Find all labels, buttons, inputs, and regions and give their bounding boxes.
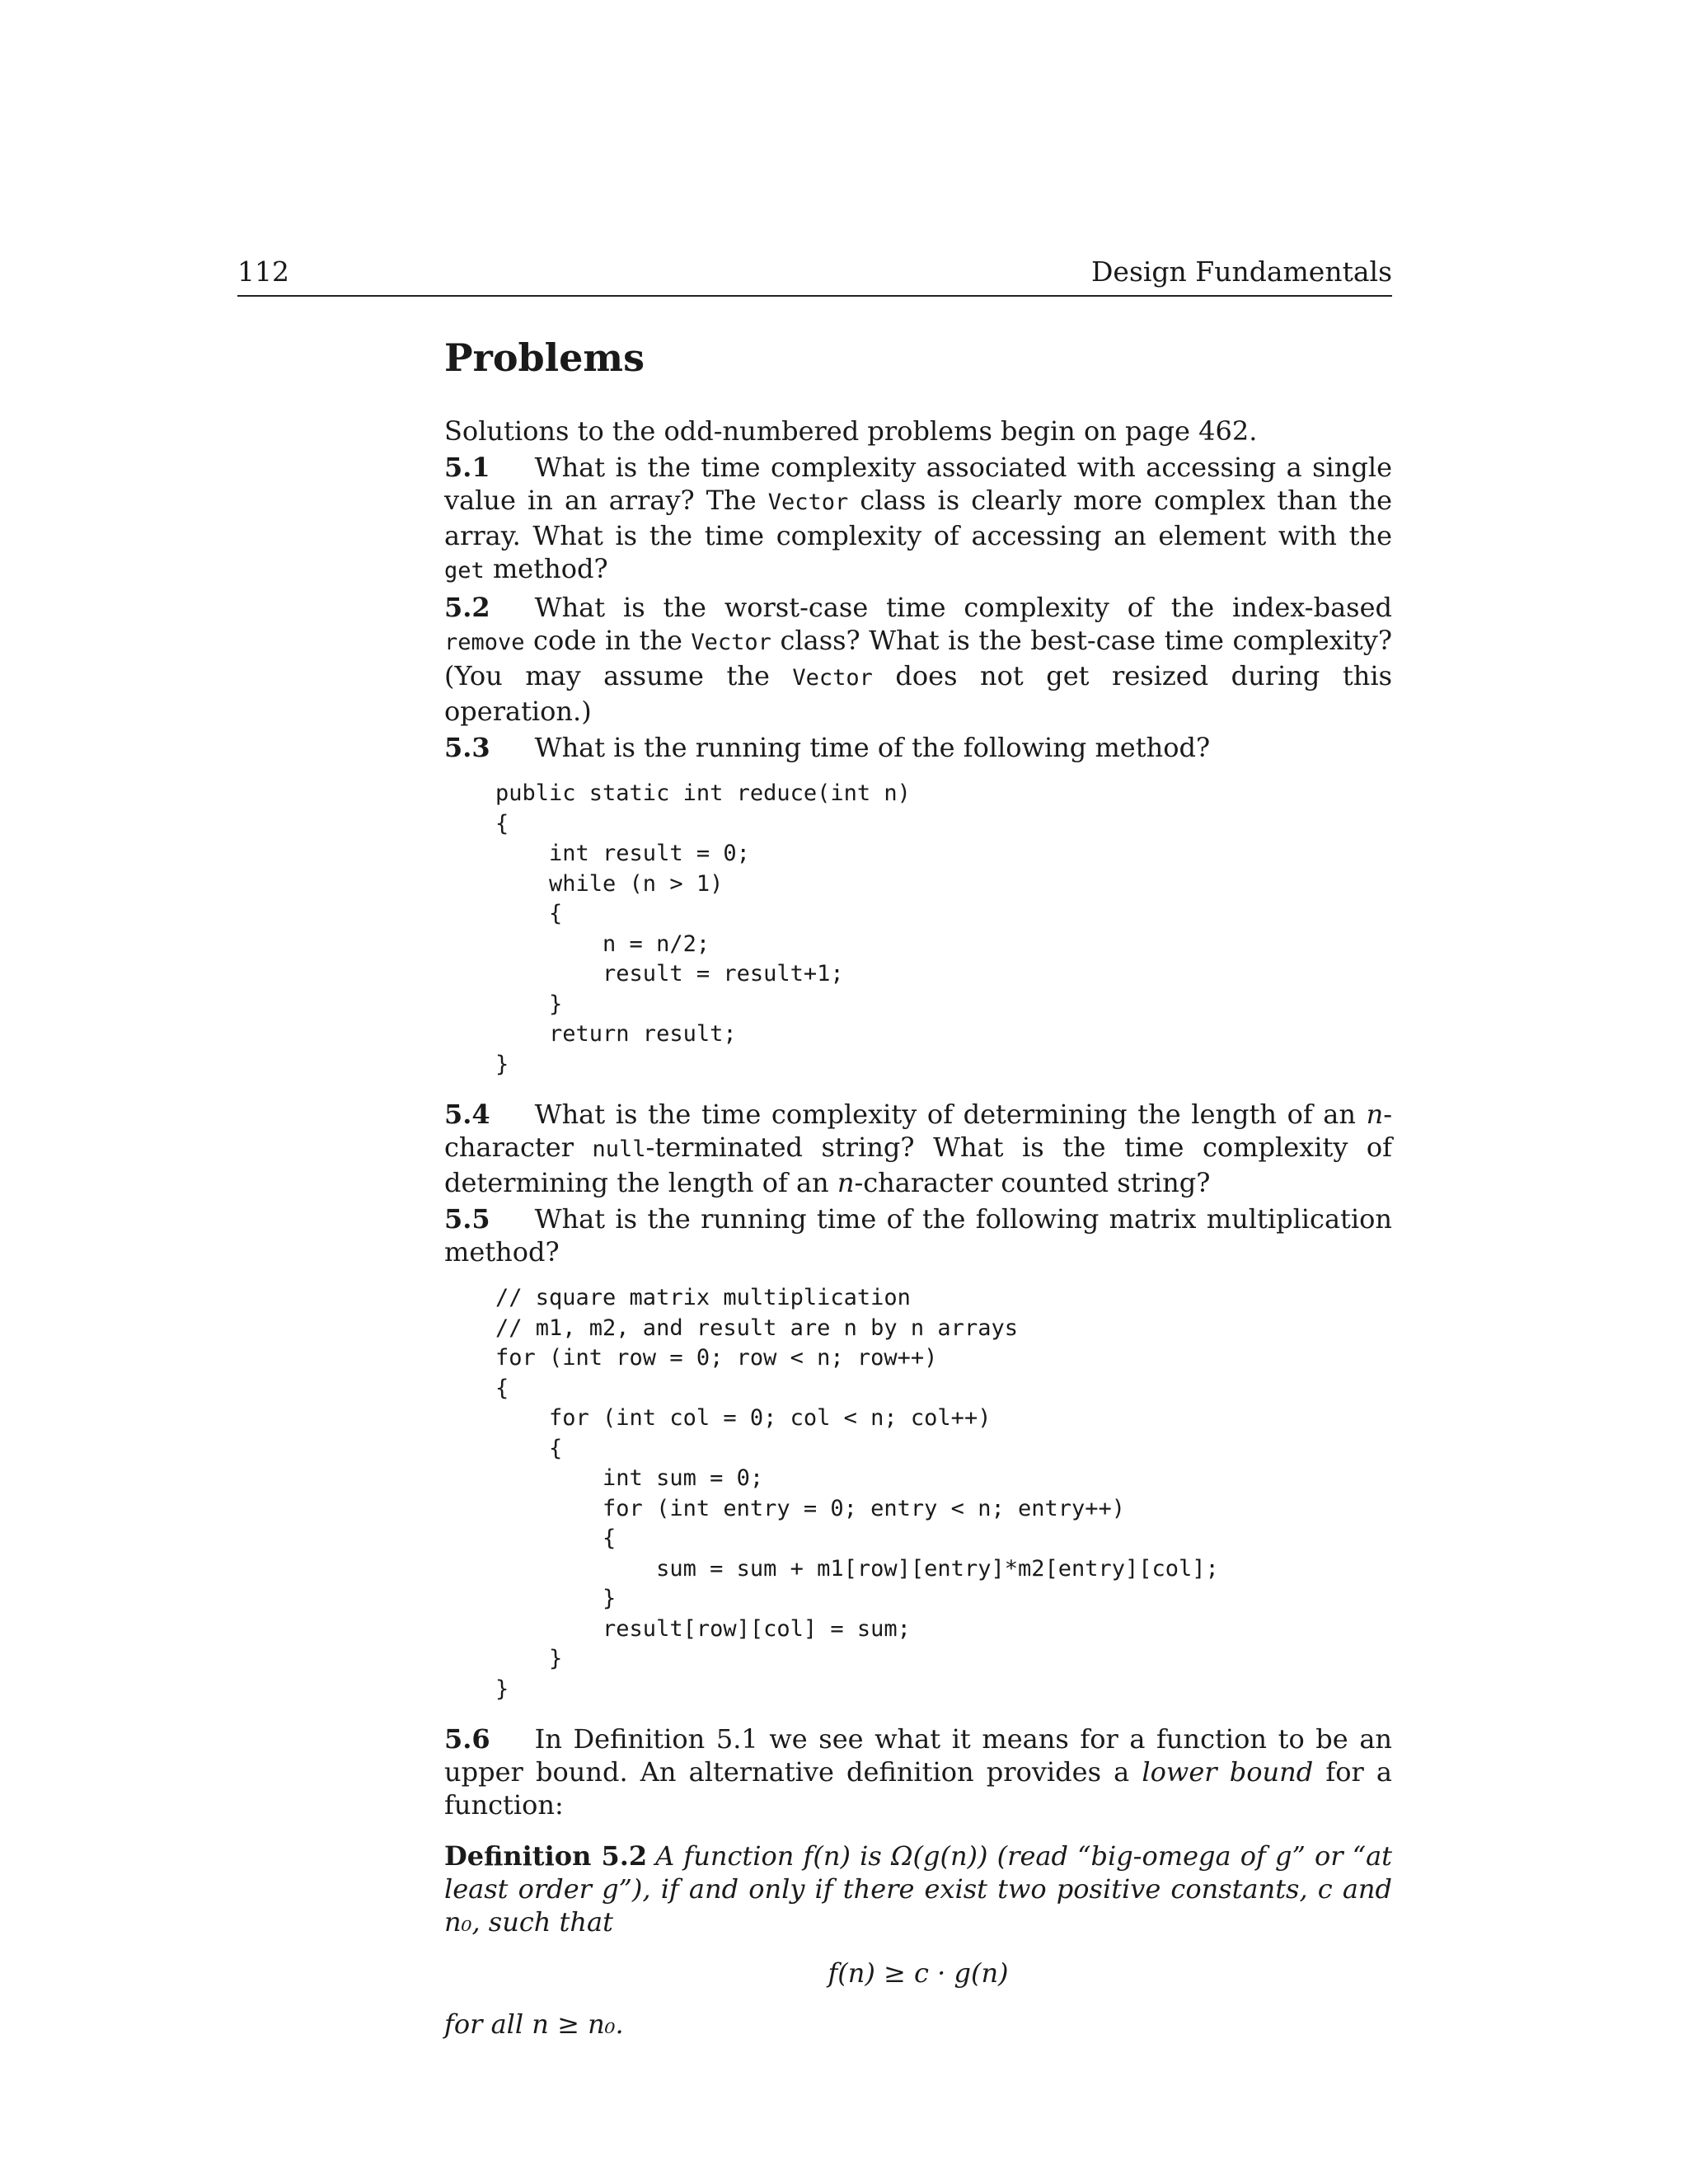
problem-text: What is the worst-case time complexity of the index-based <box>534 592 1392 623</box>
definition-text: A function <box>655 1840 804 1872</box>
problem-text: What is the running time of the following method? <box>534 732 1211 763</box>
problem-text: What is the running time of the following matrix multiplication method? <box>444 1203 1392 1268</box>
code-block-matrix: // square matrix multiplication // m1, m2, and result are n by n arrays for (int row = 0; row < n; row++) { for (int col = 0; col < n; col++) { int sum = 0; for (int entry = 0; entry < n; entry++) { sum = sum + m1[row][entry]*m2[entry][col]; } result[row][col] = sum; } } <box>495 1285 1219 1702</box>
math-variable: n <box>837 1167 855 1198</box>
problem-text: class? What is the best-case time complexity? (You may assume the <box>444 625 1392 691</box>
problem-number: 5.3 <box>444 732 490 763</box>
math-variable: c <box>1317 1873 1333 1905</box>
problem-5-5 <box>444 1202 1392 1268</box>
problem-text: for a function: <box>444 1756 1392 1821</box>
math-variable: n <box>1366 1099 1384 1130</box>
problem-5-1 <box>444 451 1392 588</box>
problem-number: 5.1 <box>444 452 490 483</box>
problem-text: In Definition 5.1 we see what it means for a function to be an upper bound. An alternative definition provides a <box>444 1723 1392 1788</box>
problem-text: class is clearly more complex than the array. What is the time complexity of accessing an element with the <box>444 485 1393 551</box>
page-content <box>444 326 1392 2041</box>
definition-text: (read “big-omega of g” or “at least order g”), if and only if there exist two positive constants, <box>444 1840 1393 1905</box>
definition-text: , such that <box>471 1906 613 1938</box>
problem-text: code in the <box>524 625 692 656</box>
problem-5-3 <box>444 731 1392 764</box>
definition-text: and <box>1332 1873 1393 1905</box>
inline-code: get <box>444 558 485 583</box>
problem-number: 5.5 <box>444 1203 490 1235</box>
definition-condition: for all n ≥ n₀. <box>444 2008 624 2040</box>
math-variable: n₀ <box>444 1906 472 1938</box>
problem-text: -character counted string? <box>854 1167 1211 1198</box>
code-block-reduce: public static int reduce(int n) { int result = 0; while (n > 1) { n = n/2; result = result+1; } return result; } <box>495 780 911 1077</box>
problem-number: 5.6 <box>444 1723 490 1755</box>
definition-5-2 <box>444 1840 1392 1938</box>
problem-text: -character <box>444 1099 1392 1163</box>
section-title: Problems <box>444 335 645 380</box>
problem-5-2 <box>444 591 1392 728</box>
definition-text: is <box>850 1840 891 1872</box>
problem-5-6 <box>444 1722 1392 1821</box>
problem-text: does not get resized during this operation.) <box>444 660 1393 727</box>
inline-code: Vector <box>792 665 873 691</box>
inline-code: null <box>592 1137 646 1162</box>
problem-text: method? <box>484 553 608 584</box>
math-expression: Ω(g(n)) <box>890 1840 988 1872</box>
math-expression: f(n) <box>803 1840 851 1872</box>
problem-text: -terminated string? What is the time complexity of determining the length of an <box>444 1132 1393 1198</box>
inline-code: Vector <box>767 490 849 515</box>
inline-code: Vector <box>691 630 771 655</box>
problem-text: What is the time complexity associated with accessing a single value in an array? The <box>444 452 1392 516</box>
problem-5-4 <box>444 1098 1392 1199</box>
inline-code: remove <box>444 630 525 655</box>
problem-number: 5.4 <box>444 1099 490 1130</box>
display-equation: f(n) ≥ c · g(n) <box>828 1957 1009 1989</box>
running-title: Design Fundamentals <box>1090 255 1392 288</box>
problem-number: 5.2 <box>444 592 490 623</box>
emphasis-text: lower bound <box>1142 1756 1314 1788</box>
page-number: 112 <box>237 255 289 288</box>
definition-label: Definition 5.2 <box>444 1840 648 1872</box>
page-header <box>237 252 1392 297</box>
problem-text: What is the time complexity of determining the length of an <box>534 1099 1367 1130</box>
intro-text: Solutions to the odd-numbered problems begin on page 462. <box>444 415 1258 447</box>
